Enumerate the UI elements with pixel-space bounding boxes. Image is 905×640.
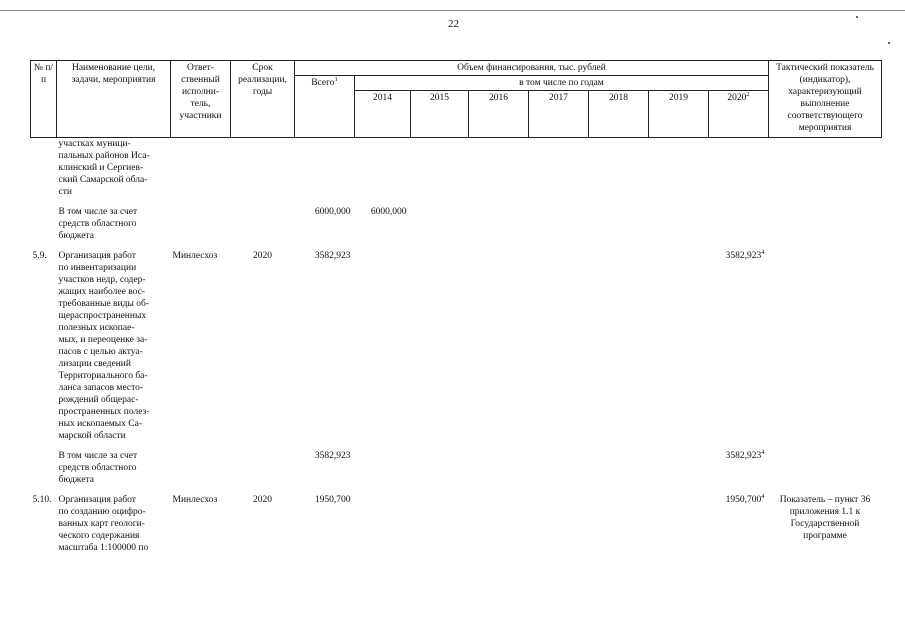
row-name-line: марской области — [58, 431, 126, 441]
row-name-line: средств областного — [58, 219, 137, 229]
row-empty-year — [469, 494, 529, 554]
row-empty-year — [411, 450, 469, 486]
row-2014 — [355, 450, 411, 486]
row-spacer — [31, 486, 882, 494]
header-year-label: 2014 — [373, 93, 392, 103]
row-name-line: по созданию оцифро- — [58, 507, 146, 517]
row-indicator — [769, 206, 882, 242]
row-executor — [171, 450, 231, 486]
header-executor: Ответ-ственный исполни-тель, участники — [171, 61, 231, 138]
row-2020-footnote: 4 — [761, 248, 765, 256]
row-total: 3582,923 — [314, 251, 351, 261]
row-name-line: бюджета — [58, 231, 94, 241]
funding-table — [30, 60, 882, 554]
row-total — [295, 138, 355, 199]
row-name — [57, 494, 171, 554]
header-total: Всего$^1$ — [295, 76, 355, 138]
row-period: 2020 — [253, 495, 272, 505]
row-empty-year — [469, 250, 529, 442]
row-spacer — [31, 198, 882, 206]
row-empty-year — [529, 138, 589, 199]
header-no: № п/п — [31, 61, 57, 138]
row-name-line: пасов с целью актуа- — [58, 347, 143, 357]
row-empty-year — [589, 450, 649, 486]
row-empty-year — [529, 250, 589, 442]
row-name-line: щераспространенных — [58, 311, 147, 321]
row-2014: 6000,000 — [370, 207, 407, 217]
row-name-line: Организация работ — [58, 251, 136, 261]
row-name-line: ланса запасов место- — [58, 383, 144, 393]
table-row — [31, 250, 882, 442]
header-year-label: 2020 — [727, 93, 747, 103]
row-2020 — [709, 206, 769, 242]
row-empty-year — [469, 206, 529, 242]
row-empty-year — [649, 250, 709, 442]
row-empty-year — [649, 206, 709, 242]
row-empty-year — [649, 450, 709, 486]
row-2014 — [355, 138, 411, 199]
page-number: 22 — [448, 18, 459, 30]
row-2014 — [355, 250, 411, 442]
row-name-line: ных ископаемых Са- — [58, 419, 143, 429]
row-empty-year — [589, 250, 649, 442]
row-name-line: ческого содержания — [58, 531, 140, 541]
header-year-label: 2018 — [609, 93, 628, 103]
row-name — [57, 138, 171, 199]
row-name-line: ванных карт геологи- — [58, 519, 145, 529]
header-year-2014 — [355, 91, 411, 138]
table-row — [31, 494, 882, 554]
row-2020 — [709, 250, 769, 442]
header-year-2017 — [529, 91, 589, 138]
row-indicator — [769, 450, 882, 486]
header-year-2019 — [649, 91, 709, 138]
table-row — [31, 450, 882, 486]
row-number — [31, 206, 57, 242]
row-name-line: по инвентаризации — [58, 263, 137, 273]
row-name-line: рождений общерас- — [58, 395, 139, 405]
row-name — [57, 450, 171, 486]
row-name-line: пальных районов Иса- — [58, 151, 150, 161]
row-total: 6000,000 — [314, 207, 351, 217]
header-period: Срок реализации, годы — [231, 61, 295, 138]
row-indicator — [769, 250, 882, 442]
row-name-line: ский Самарской обла- — [58, 175, 148, 185]
row-name-line: средств областного — [58, 463, 137, 473]
row-2020 — [709, 450, 769, 486]
row-2020-value: 1950,700 — [725, 495, 762, 505]
row-name-line: бюджета — [58, 475, 94, 485]
header-year-2020 — [709, 91, 769, 138]
row-name-line: полезных ископае- — [58, 323, 135, 333]
row-name-line: В том числе за счет — [58, 451, 138, 461]
row-spacer — [31, 242, 882, 250]
row-empty-year — [589, 138, 649, 199]
scan-speck — [888, 42, 890, 44]
row-empty-year — [649, 138, 709, 199]
row-name-line: В том числе за счет — [58, 207, 138, 217]
row-period — [231, 450, 295, 486]
row-empty-year — [469, 138, 529, 199]
row-2020-footnote: 4 — [761, 448, 765, 456]
row-2020-value: 3582,923 — [725, 451, 762, 461]
row-name — [57, 250, 171, 442]
row-empty-year — [469, 450, 529, 486]
row-number: 5.10. — [32, 495, 52, 505]
table-row — [31, 138, 882, 199]
row-empty-year — [411, 250, 469, 442]
row-empty-year — [411, 494, 469, 554]
row-name-line: участках муници- — [58, 139, 131, 149]
header-year-label: 2015 — [430, 93, 449, 103]
scan-speck — [856, 16, 858, 18]
row-name-line: лизации сведений — [58, 359, 131, 369]
header-funding: Объем финансирования, тыс. рублей — [295, 61, 769, 76]
row-empty-year — [589, 206, 649, 242]
header-year-2018 — [589, 91, 649, 138]
row-period: 2020 — [253, 251, 272, 261]
row-period — [231, 138, 295, 199]
row-period — [231, 206, 295, 242]
row-number — [31, 450, 57, 486]
row-empty-year — [529, 206, 589, 242]
table-row — [31, 206, 882, 242]
header-year-label: 2019 — [669, 93, 688, 103]
row-total: 1950,700 — [314, 495, 351, 505]
row-2020-value: 3582,923 — [725, 251, 762, 261]
row-empty-year — [529, 450, 589, 486]
row-executor — [171, 138, 231, 199]
row-total: 3582,923 — [314, 451, 351, 461]
row-2020 — [709, 494, 769, 554]
row-2014 — [355, 494, 411, 554]
row-name-line: сти — [58, 187, 72, 197]
row-executor — [171, 206, 231, 242]
header-year-footnote: 2 — [746, 90, 750, 98]
header-year-2015 — [411, 91, 469, 138]
row-name-line: требованные виды об- — [58, 299, 149, 309]
header-year-2016 — [469, 91, 529, 138]
header-year-label: 2017 — [549, 93, 568, 103]
row-empty-year — [649, 494, 709, 554]
row-2020 — [709, 138, 769, 199]
header-year-label: 2016 — [489, 93, 508, 103]
row-executor: Минлесхоз — [172, 495, 218, 505]
row-name-line: Территориального ба- — [58, 371, 148, 381]
row-indicator: Показатель – пункт 36 приложения 1.1 к Государственной программе — [779, 495, 871, 541]
row-name-line: масштаба 1:100000 по — [58, 543, 149, 553]
header-name: Наименование цели, задачи, мероприятия — [57, 61, 171, 138]
row-name-line: Организация работ — [58, 495, 136, 505]
header-by-years: в том числе по годам — [355, 76, 769, 91]
row-empty-year — [529, 494, 589, 554]
header-indicator: Тактический показатель (индикатор), характеризующий выполнение соответствующего мероприятия — [769, 61, 882, 138]
row-number: 5.9. — [32, 251, 47, 261]
row-name-line: пространенных полез- — [58, 407, 150, 417]
row-indicator — [769, 138, 882, 199]
row-executor: Минлесхоз — [172, 251, 218, 261]
row-empty-year — [411, 206, 469, 242]
row-number — [31, 138, 57, 199]
row-name-line: жащих наиболее вос- — [58, 287, 145, 297]
row-name-line: мых, и переоценке за- — [58, 335, 148, 345]
row-empty-year — [589, 494, 649, 554]
row-name — [57, 206, 171, 242]
row-empty-year — [411, 138, 469, 199]
page-top-border — [0, 10, 905, 11]
row-name-line: клинский и Сергиев- — [58, 163, 144, 173]
row-2020-footnote: 4 — [761, 492, 765, 500]
row-name-line: участков недр, содер- — [58, 275, 146, 285]
row-spacer — [31, 442, 882, 450]
